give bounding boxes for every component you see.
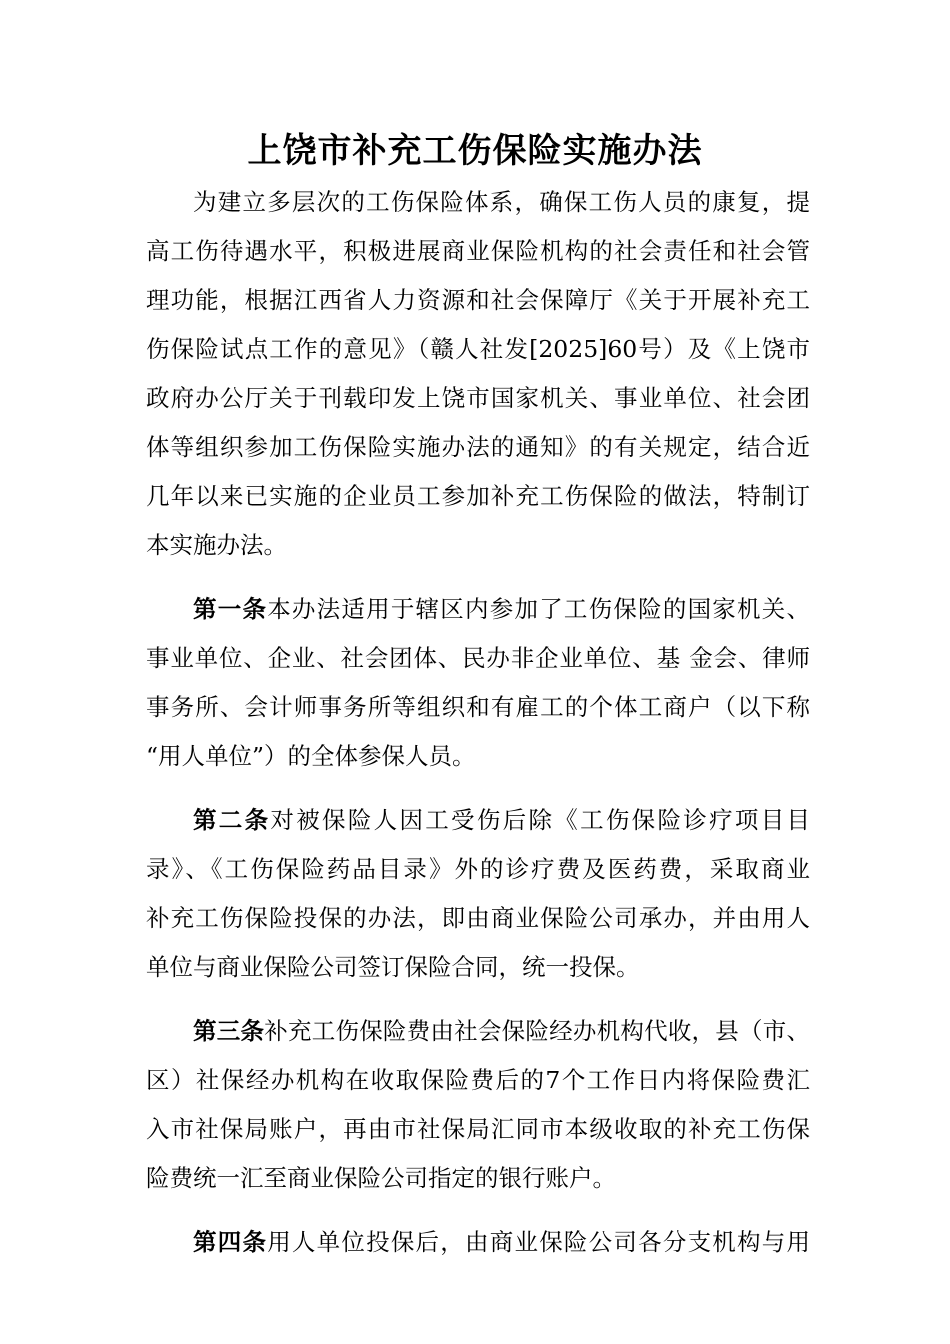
article-text: 补充工伤保险费由社会保险经办机构代收，县（市、 xyxy=(264,1017,811,1045)
text-line: 理功能，根据江西省人力资源和社会保障厅《关于开展补充工 xyxy=(146,286,810,314)
text-line: 补充工伤保险投保的办法，即由商业保险公司承办，并由用人 xyxy=(146,904,810,932)
text-line: 高工伤待遇水平，积极进展商业保险机构的社会责任和社会管 xyxy=(146,237,810,265)
article-label: 第一条 xyxy=(193,595,268,623)
article-label: 第三条 xyxy=(193,1017,265,1045)
article-label: 第四条 xyxy=(193,1228,268,1256)
text-line: 险费统一汇至商业保险公司指定的银行账户。 xyxy=(146,1164,616,1192)
document-title: 上饶市补充工伤保险实施办法 xyxy=(247,131,703,171)
text-line: 事业单位、企业、社会团体、民办非企业单位、基 金会、律师 xyxy=(146,644,810,672)
text-line: 入市社保局账户，再由市社保局汇同市本级收取的补充工伤保 xyxy=(146,1115,810,1143)
text-line: 录》、《工伤保险药品目录》外的诊疗费及医药费，采取商业 xyxy=(146,855,810,883)
preamble-paragraph xyxy=(146,178,810,570)
text-line: 政府办公厅关于刊载印发上饶市国家机关、事业单位、社会团 xyxy=(146,384,810,412)
article-2 xyxy=(146,796,810,992)
article-4 xyxy=(146,1218,810,1267)
text-line xyxy=(146,796,810,845)
text-line: 事务所、会计师事务所等组织和有雇工的个体工商户（以下称 xyxy=(146,693,810,721)
text-line xyxy=(146,1007,810,1056)
article-1 xyxy=(146,585,810,781)
article-text: 对被保险人因工受伤后除《工伤保险诊疗项目目 xyxy=(270,806,811,834)
article-3 xyxy=(146,1007,810,1203)
article-label: 第二条 xyxy=(193,806,271,834)
article-text: 本办法适用于辖区内参加了工伤保险的国家机关、 xyxy=(267,595,810,623)
text-line: 为建立多层次的工伤保险体系，确保工伤人员的康复，提 xyxy=(193,188,810,216)
text-line: “用人单位”）的全体参保人员。 xyxy=(146,742,476,770)
article-text: 用人单位投保后，由商业保险公司各分支机构与用 xyxy=(267,1228,810,1256)
text-line xyxy=(146,1218,810,1267)
text-line xyxy=(146,585,810,634)
text-line: 区）社保经办机构在收取保险费后的7个工作日内将保险费汇 xyxy=(146,1066,810,1094)
text-line: 伤保险试点工作的意见》（赣人社发[2025]60号）及《上饶市 xyxy=(146,335,810,363)
text-line: 几年以来已实施的企业员工参加补充工伤保险的做法，特制订 xyxy=(146,482,810,510)
text-line: 本实施办法。 xyxy=(146,531,287,559)
text-line: 体等组织参加工伤保险实施办法的通知》的有关规定，结合近 xyxy=(146,433,810,461)
document-body xyxy=(146,178,810,1282)
text-line: 单位与商业保险公司签订保险合同，统一投保。 xyxy=(146,953,640,981)
